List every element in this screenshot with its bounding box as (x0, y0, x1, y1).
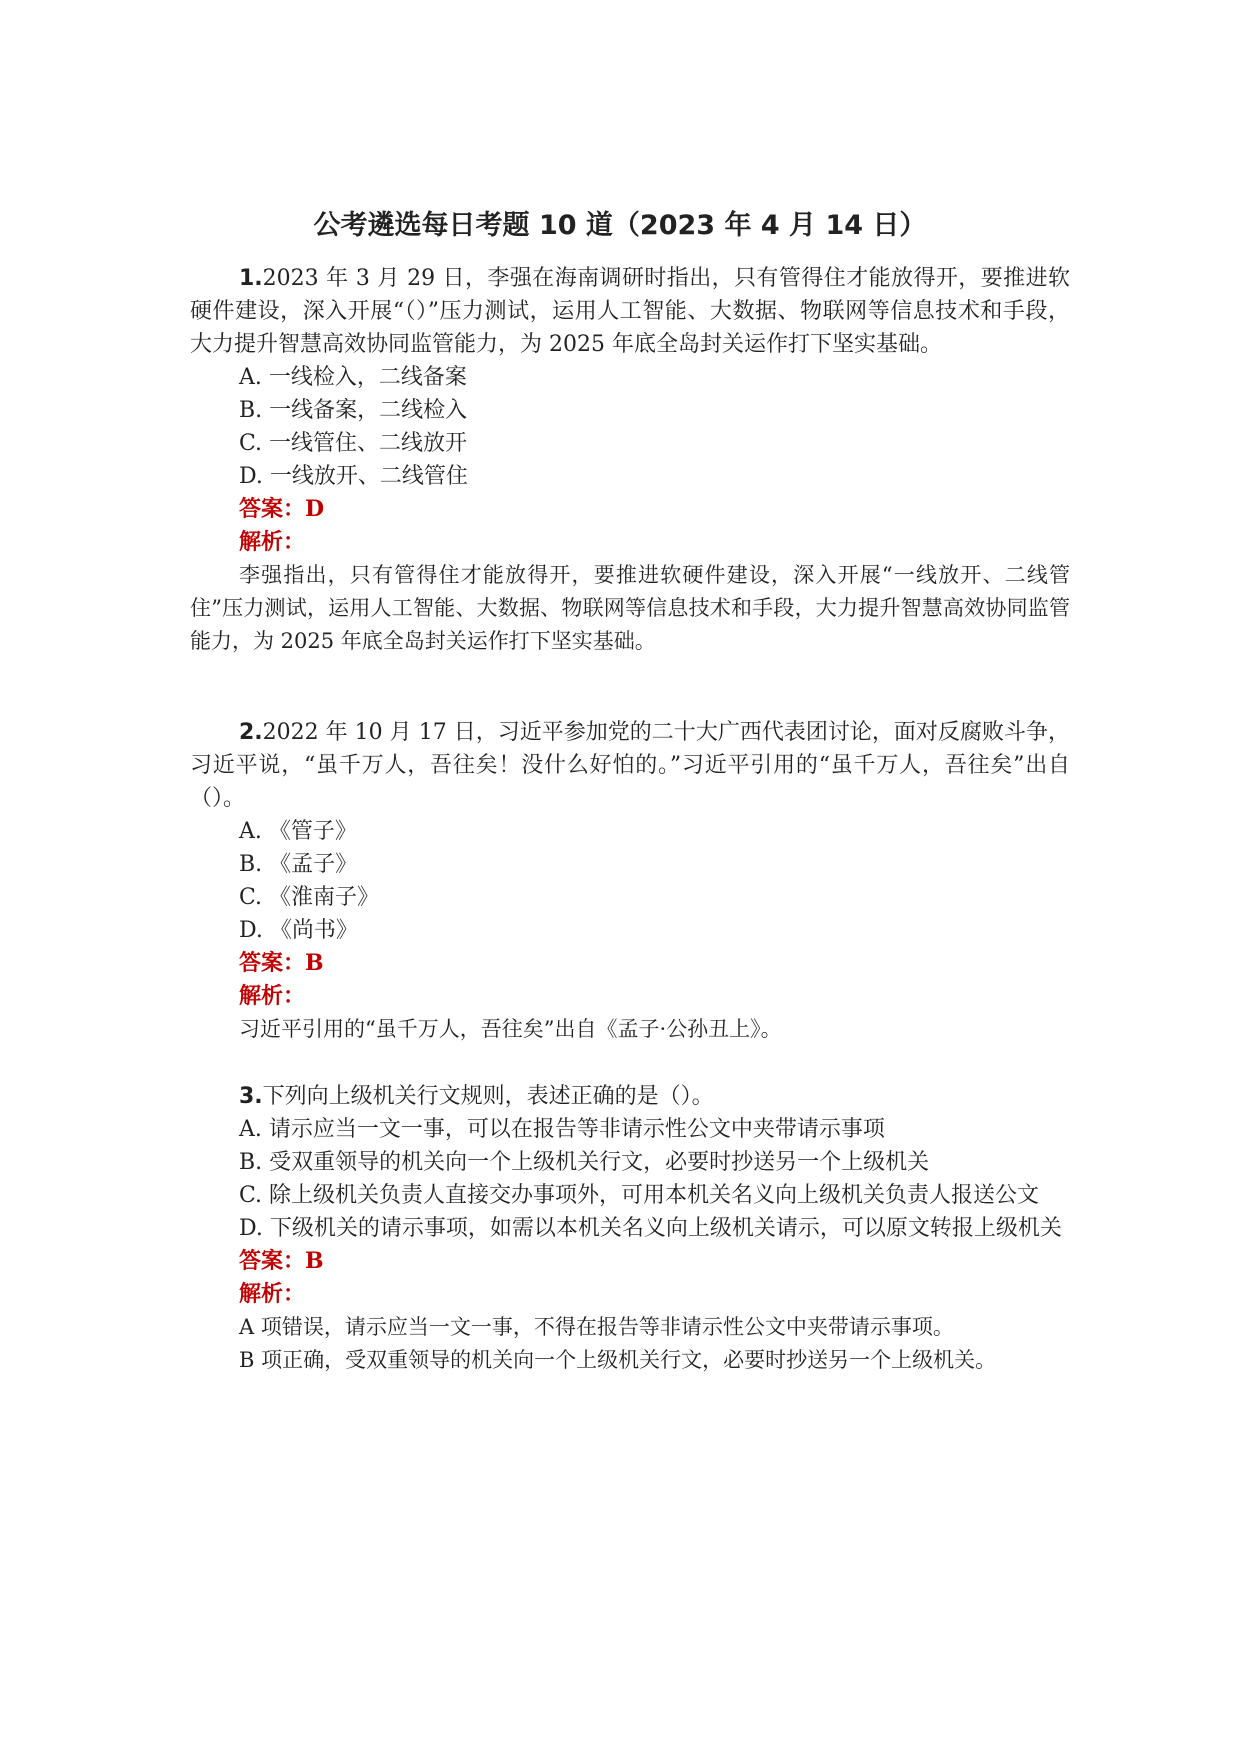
question-1 (190, 262, 1070, 658)
option-a: A. 请示应当一文一事，可以在报告等非请示性公文中夹带请示事项 (239, 1117, 885, 1142)
option-b: B. 《孟子》 (239, 852, 358, 877)
question-stem (190, 716, 1070, 815)
answer: 答案：B (239, 950, 324, 976)
option-c: C. 一线管住、二线放开 (239, 431, 468, 456)
option-d: D. 《尚书》 (239, 918, 358, 943)
option-a: A. 一线检入，二线备案 (239, 365, 467, 390)
option-b: B. 受双重领导的机关向一个上级机关行文，必要时抄送另一个上级机关 (239, 1150, 930, 1175)
question-number: 2. (239, 720, 263, 745)
analysis-text: 李强指出，只有管得住才能放得开，要推进软硬件建设，深入开展“一线放开、二线管住”压力测试，运用人工智能、大数据、物联网等信息技术和手段，大力提升智慧高效协同监管能力，为 2025 年底全岛封关运作打下坚实基础。 (190, 563, 1070, 653)
question-number: 3. (239, 1084, 263, 1109)
analysis-label: 解析： (239, 529, 306, 555)
question-text: 下列向上级机关行文规则，表述正确的是（）。 (262, 1084, 714, 1109)
question-text: 2022 年 10 月 17 日，习近平参加党的二十大广西代表团讨论，面对反腐败斗争，习近平说，“虽千万人，吾往矣！没什么好怕的。”习近平引用的“虽千万人，吾往矣”出自（）。 (190, 720, 1070, 811)
spacer (190, 658, 1070, 716)
option-b: B. 一线备案，二线检入 (239, 398, 468, 423)
analysis-text: 习近平引用的“虽千万人，吾往矣”出自《孟子·公孙丑上》。 (239, 1017, 782, 1041)
question-text: 2023 年 3 月 29 日，李强在海南调研时指出，只有管得住才能放得开，要推进软硬件建设，深入开展“（）”压力测试，运用人工智能、大数据、物联网等信息技术和手段，大力提升智慧高效协同监管能力，为 2025 年底全岛封关运作打下坚实基础。 (190, 266, 1070, 357)
option-c: C. 《淮南子》 (239, 885, 380, 910)
question-number: 1. (239, 266, 263, 291)
option-d: D. 下级机关的请示事项，如需以本机关名义向上级机关请示，可以原文转报上级机关 (239, 1216, 1062, 1241)
spacer (190, 1046, 1070, 1080)
question-3 (190, 1080, 1070, 1377)
option-c: C. 除上级机关负责人直接交办事项外，可用本机关名义向上级机关负责人报送公文 (239, 1183, 1040, 1208)
analysis-label: 解析： (239, 983, 306, 1009)
question-stem (190, 262, 1070, 361)
question-stem (190, 1080, 1070, 1113)
analysis-text: A 项错误，请示应当一文一事，不得在报告等非请示性公文中夹带请示事项。 (239, 1315, 954, 1339)
option-a: A. 《管子》 (239, 819, 357, 844)
document-body (190, 262, 1070, 1377)
question-2 (190, 716, 1070, 1046)
analysis-label: 解析： (239, 1281, 306, 1307)
option-d: D. 一线放开、二线管住 (239, 464, 468, 489)
analysis-text: B 项正确，受双重领导的机关向一个上级机关行文，必要时抄送另一个上级机关。 (239, 1348, 997, 1372)
answer: 答案：B (239, 1248, 324, 1274)
answer: 答案：D (239, 496, 325, 522)
document-title: 公考遴选每日考题 10 道（2023 年 4 月 14 日） (313, 210, 927, 241)
